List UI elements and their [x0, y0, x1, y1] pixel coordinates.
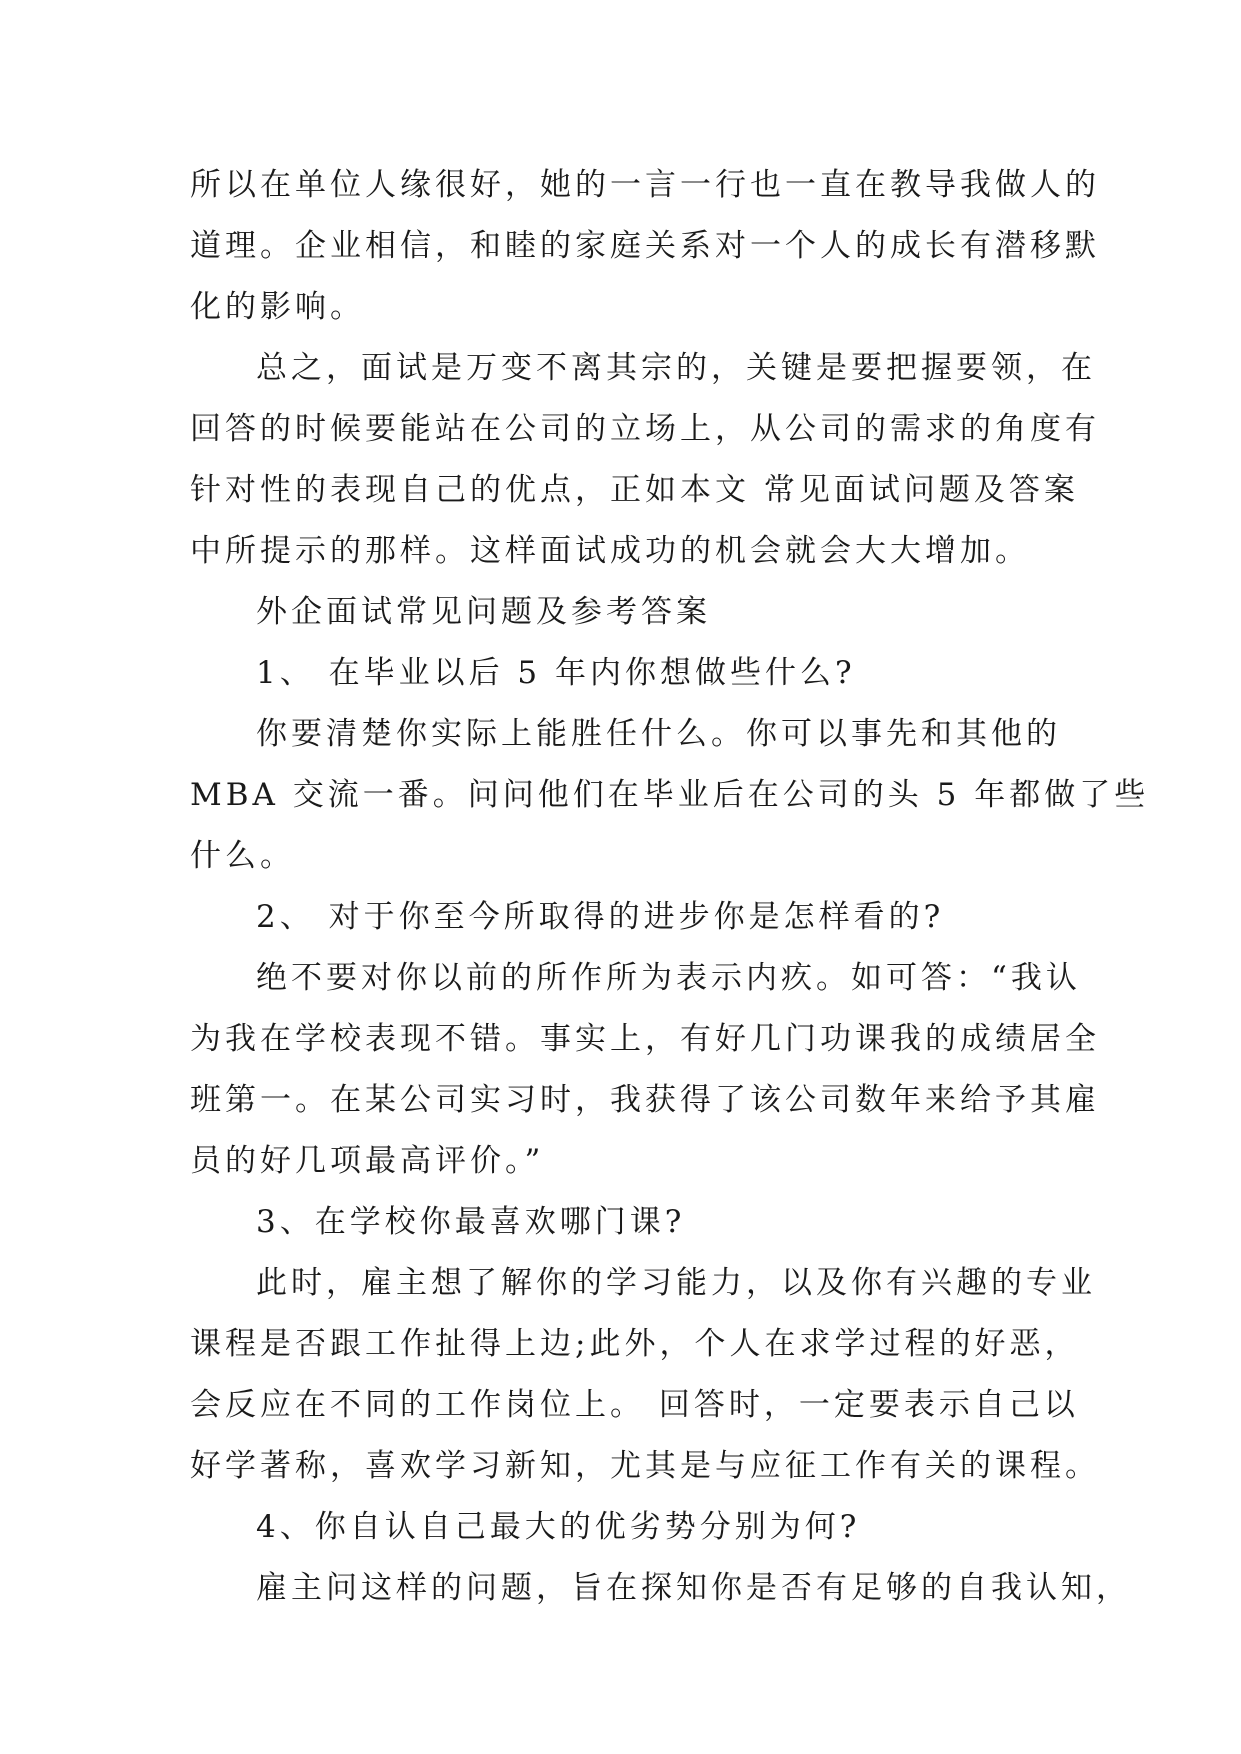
text-line: 会反应在不同的工作岗位上。 回答时，一定要表示自己以 — [190, 1387, 1079, 1423]
text-line: 中所提示的那样。这样面试成功的机会就会大大增加。 — [190, 533, 1030, 569]
text-line: 回答的时候要能站在公司的立场上，从公司的需求的角度有 — [190, 411, 1100, 447]
body-text — [190, 155, 1150, 1619]
text-line: 好学著称，喜欢学习新知，尤其是与应征工作有关的课程。 — [190, 1448, 1100, 1484]
text-line: 4、你自认自己最大的优劣势分别为何? — [256, 1509, 861, 1545]
text-line: 针对性的表现自己的优点，正如本文 常见面试问题及答案 — [190, 472, 1079, 508]
text-line: 1、 在毕业以后 5 年内你想做些什么? — [256, 655, 856, 691]
text-line: 2、 对于你至今所取得的进步你是怎样看的? — [256, 899, 945, 935]
text-line: 雇主问这样的问题，旨在探知你是否有足够的自我认知， — [256, 1570, 1131, 1606]
text-line: 总之，面试是万变不离其宗的，关键是要把握要领，在 — [256, 350, 1096, 386]
text-line: 为我在学校表现不错。事实上，有好几门功课我的成绩居全 — [190, 1021, 1100, 1057]
text-line: 3、在学校你最喜欢哪门课? — [256, 1204, 686, 1240]
text-line: 此时，雇主想了解你的学习能力，以及你有兴趣的专业 — [256, 1265, 1096, 1301]
text-line: 化的影响。 — [190, 289, 365, 325]
text-line: MBA 交流一番。问问他们在毕业后在公司的头 5 年都做了些 — [190, 777, 1150, 813]
text-line: 课程是否跟工作扯得上边;此外，个人在求学过程的好恶， — [190, 1326, 1080, 1362]
text-line: 你要清楚你实际上能胜任什么。你可以事先和其他的 — [256, 716, 1061, 752]
text-line: 班第一。在某公司实习时，我获得了该公司数年来给予其雇 — [190, 1082, 1100, 1118]
text-line: 道理。企业相信，和睦的家庭关系对一个人的成长有潜移默 — [190, 228, 1100, 264]
text-line: 员的好几项最高评价。” — [190, 1143, 545, 1179]
text-line: 什么。 — [190, 838, 295, 874]
text-line: 外企面试常见问题及参考答案 — [256, 594, 711, 630]
text-line: 所以在单位人缘很好，她的一言一行也一直在教导我做人的 — [190, 167, 1100, 203]
text-line: 绝不要对你以前的所作所为表示内疚。如可答：“我认 — [256, 960, 1081, 996]
